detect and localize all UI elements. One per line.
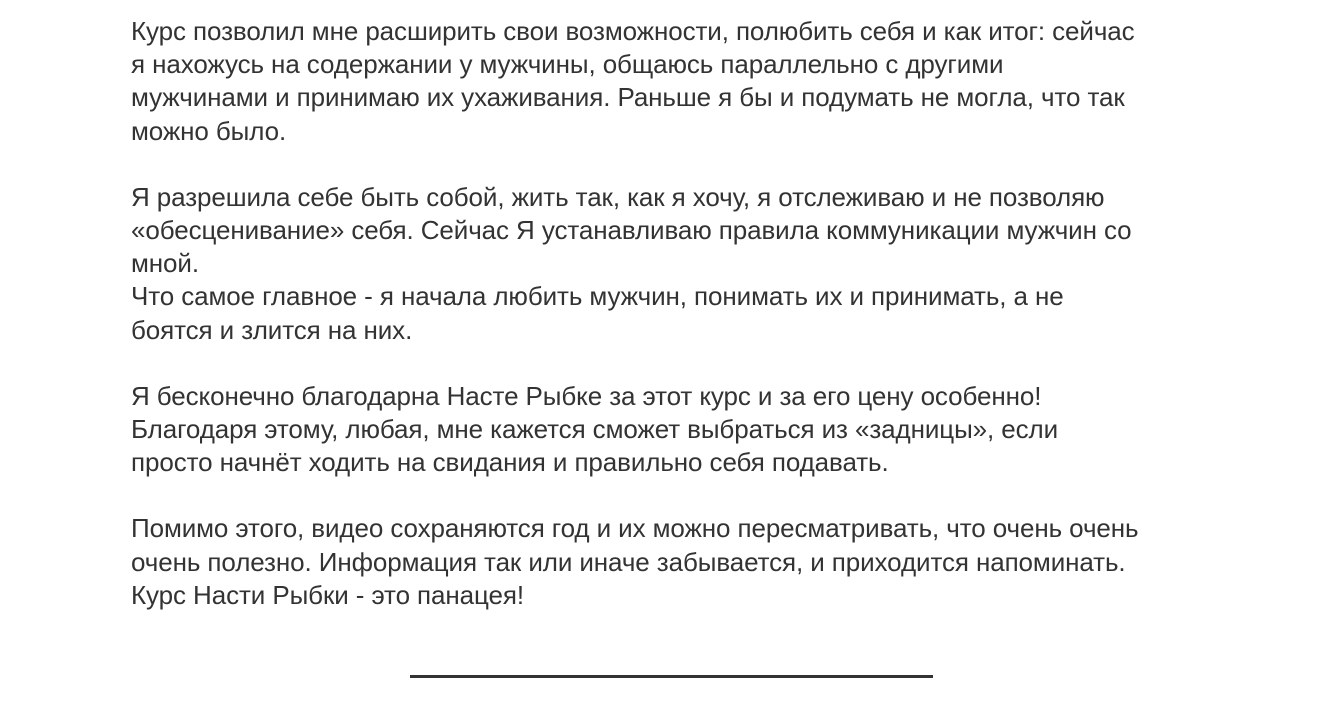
review-text: [131, 15, 1221, 645]
paragraph-2: [131, 181, 1221, 347]
text-line: можно было.: [131, 115, 287, 146]
text-line: боятся и злится на них.: [131, 314, 413, 345]
text-line: Помимо этого, видео сохраняются год и их можно пересматривать, что очень очень: [131, 513, 1139, 544]
text-line: Курс Насти Рыбки - это панацея!: [131, 579, 524, 610]
text-line: «обесценивание» себя. Сейчас Я устанавливаю правила коммуникации мужчин со: [131, 215, 1132, 246]
text-line: мной.: [131, 248, 199, 279]
text-line: Я бесконечно благодарна Насте Рыбке за этот курс и за его цену особенно!: [131, 380, 1042, 411]
text-line: Что самое главное - я начала любить мужчин, понимать их и принимать, а не: [131, 281, 1064, 312]
text-line: Курс позволил мне расширить свои возможности, полюбить себя и как итог: сейчас: [131, 16, 1135, 46]
divider-line: [410, 675, 933, 678]
paragraph-3: [131, 380, 1221, 480]
text-line: я нахожусь на содержании у мужчины, общаюсь параллельно с другими: [131, 49, 1004, 80]
text-line: Благодаря этому, любая, мне кажется сможет выбраться из «задницы», если: [131, 414, 1059, 445]
text-line: очень полезно. Информация так или иначе забывается, и приходится напоминать.: [131, 546, 1126, 577]
paragraph-4: [131, 512, 1221, 612]
text-line: просто начнёт ходить на свидания и правильно себя подавать.: [131, 447, 889, 478]
paragraph-1: [131, 15, 1221, 148]
text-line: Я разрешила себе быть собой, жить так, как я хочу, я отслеживаю и не позволяю: [131, 181, 1105, 212]
text-line: мужчинами и принимаю их ухаживания. Раньше я бы и подумать не могла, что так: [131, 82, 1125, 113]
